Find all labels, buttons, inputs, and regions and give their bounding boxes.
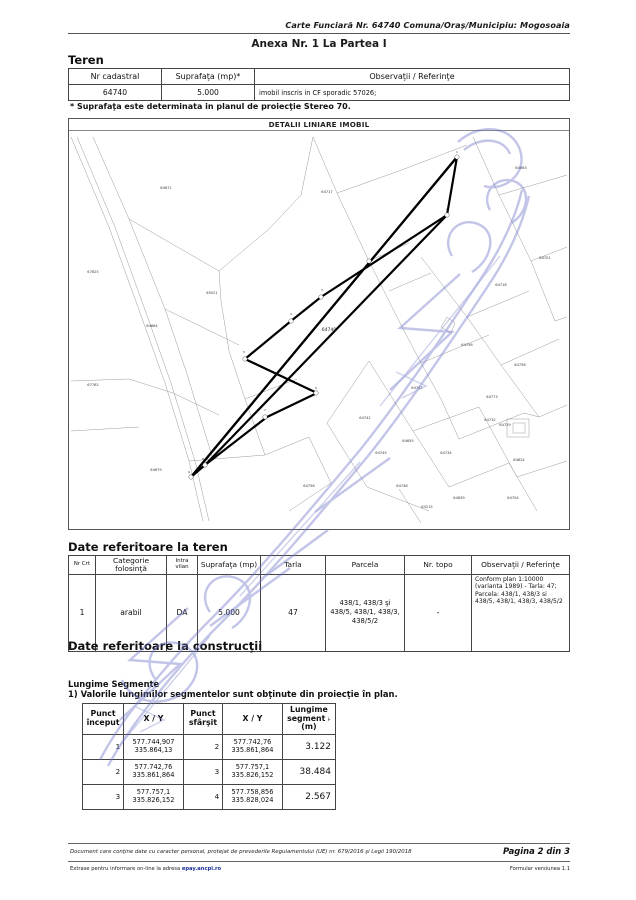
cell-length: 38.484 [282,759,335,784]
footer-divider-top [68,843,570,844]
header-divider [68,33,570,34]
cell-nr-crt: 1 [69,574,96,651]
col-nr-crt: Nr Crt [69,556,96,575]
map-parcel-label: 64215 [421,505,433,509]
cell-length: 3.122 [282,734,335,759]
table-row [83,784,336,809]
map-parcel-label: 64704 [507,496,519,500]
cell-start-xy: 577.744,907 335.864,13 [124,734,184,759]
map-parcel-label: 64679 [150,468,162,472]
col-parcela: Parcela [326,556,405,575]
map-main-parcel-label: 64740 [321,328,337,333]
map-parcel-label: 64758 [514,363,526,367]
map-parcel-label: 64663 [515,166,527,170]
carte-funciara-header: Carte Funciară Nr. 64740 Comuna/Oraş/Municipiu: Mogosoaia [285,20,570,30]
date-teren-table [68,555,570,652]
cell-suprafata: 5.000 [198,574,261,651]
map-parcel-label: 64756 [461,343,473,347]
map-parcel-label: 64824 [513,458,525,462]
map-parcel-label: 64655 [402,439,414,443]
cell-end-xy: 577.742,76 335.861,864 [223,734,283,759]
map-parcel-label: 64639 [453,496,465,500]
cell-nr-topo: - [405,574,472,651]
map-vertex-number: 5 [243,350,245,354]
teren-table [68,68,570,101]
map-parcel-label: 64717 [321,190,333,194]
cell-start-xy: 577.742,76 335.861,864 [124,759,184,784]
col-suprafata: Suprafaţa (mp)* [162,69,255,85]
map-parcel-label: 64729 [499,423,511,427]
footer-extras-prefix: Extrase pentru informare on-line la adresa [70,866,182,872]
cell-end-xy: 577.758,856 335.828,024 [223,784,283,809]
cell-tarla: 47 [261,574,326,651]
col-xy-end: X / Y [223,704,283,735]
map-vertex-number: 6 [315,386,317,390]
col-nr-topo: Nr. topo [405,556,472,575]
footer-extras-line [70,866,221,872]
table-header-row [69,556,570,575]
map-vertex-number: 1 [456,150,458,154]
cell-end-xy: 577.757,1 335.826,152 [223,759,283,784]
cell-nr-cadastral: 64740 [69,85,162,101]
col-intravilan: Intra vilan [167,556,198,575]
map-vertex-number: 8 [202,457,204,461]
map-parcel-label: 67762 [87,383,99,387]
map-title: DETALII LINIARE IMOBIL [69,119,569,131]
map-parcel-label: 65021 [206,291,218,295]
col-punct-sfarsit: Punct sfârşit [183,704,222,735]
cell-end-point: 3 [183,759,222,784]
stereo-footnote: * Suprafaţa este determinata in planul de proiecţie Stereo 70. [70,102,351,111]
cell-start-point: 2 [83,759,124,784]
table-row [83,759,336,784]
cell-start-point: 1 [83,734,124,759]
table-row [69,85,570,101]
col-punct-inceput: Punct început [83,704,124,735]
teren-section-title: Teren [68,53,104,67]
map-parcel-label: 64773 [486,395,498,399]
footer-page-number: Pagina 2 din 3 [503,846,570,856]
segmente-table [82,703,336,810]
cell-end-point: 4 [183,784,222,809]
cell-suprafata: 5.000 [162,85,255,101]
table-header-row [69,69,570,85]
map-parcel-label: 64734 [440,451,452,455]
epay-ancpi-link[interactable]: epay.ancpi.ro [181,866,222,872]
map-parcel-label: 67825 [87,270,99,274]
table-row [83,734,336,759]
date-constructii-title: Date referitoare la construcţii [68,639,263,653]
cell-parcela: 438/1, 438/3 şi 438/5, 438/1, 438/3, 438/5/2 [326,574,405,651]
map-parcel-label: 64701 [539,256,551,260]
footer-privacy-note: Document care conţine date cu caracter personal, protejat de prevederile Regulamentului (UE) nr. 679/2016 şi Legii 190/2018 [70,849,412,855]
map-parcel-label: 64671 [160,186,172,190]
cadastral-map [68,118,570,530]
cell-length: 2.567 [282,784,335,809]
map-vertex-number: 9 [188,470,190,474]
lungime-segmente-note: 1) Valorile lungimilor segmentelor sunt obţinute din proiecţie în plan. [68,689,398,699]
map-vertex-number: 4 [290,312,292,316]
map-vertex-number: 3 [321,288,323,292]
col-categorie-folosinta: Categorie folosinţă [96,556,167,575]
footer-form-version: Formular versiunea 1.1 [509,866,570,872]
map-parcel-label: 64742 [359,416,371,420]
map-canvas [69,131,569,530]
cell-start-xy: 577.757,1 335.826,152 [124,784,184,809]
map-parcel-label: 64745 [375,451,387,455]
date-teren-title: Date referitoare la teren [68,540,228,554]
cell-intravilan: DA [167,574,198,651]
cell-categorie: arabil [96,574,167,651]
col-xy-start: X / Y [124,704,184,735]
col-tarla: Tarla [261,556,326,575]
col-observatii: Observaţii / Referinţe [255,69,570,85]
lungime-segmente-heading: Lungime Segmente [68,679,160,689]
map-parcel-label: 64664 [146,324,158,328]
cell-start-point: 3 [83,784,124,809]
map-parcel-label: 64718 [495,283,507,287]
map-vertex-number: 2 [446,207,448,211]
col-nr-cadastral: Nr cadastral [69,69,162,85]
map-parcel-label: 64746 [396,484,408,488]
footer-divider-bottom [68,861,570,862]
anexa-title: Anexa Nr. 1 La Partea I [251,38,387,50]
cell-end-point: 2 [183,734,222,759]
map-parcel-label: 64747 [411,386,423,390]
map-vertex-number: 7 [264,408,266,412]
cell-observatii: Conform plan 1:10000 (varianta 1989) - Tarla: 47; Parcela: 438/1, 438/3 si 438/5, 438/1, 438/3, 438/5/2 [472,574,570,651]
table-header-row [83,704,336,735]
cell-observatii: imobil inscris in CF sporadic 57026; [255,85,570,101]
col-observatii-referinte: Observaţii / Referinţe [472,556,570,575]
map-parcel-label: 64732 [484,418,496,422]
map-parcel-label: 64756 [303,484,315,488]
col-suprafata-mp: Suprafaţa (mp) [198,556,261,575]
col-lungime-segment: Lungime segment ˫ (m) [282,704,335,735]
